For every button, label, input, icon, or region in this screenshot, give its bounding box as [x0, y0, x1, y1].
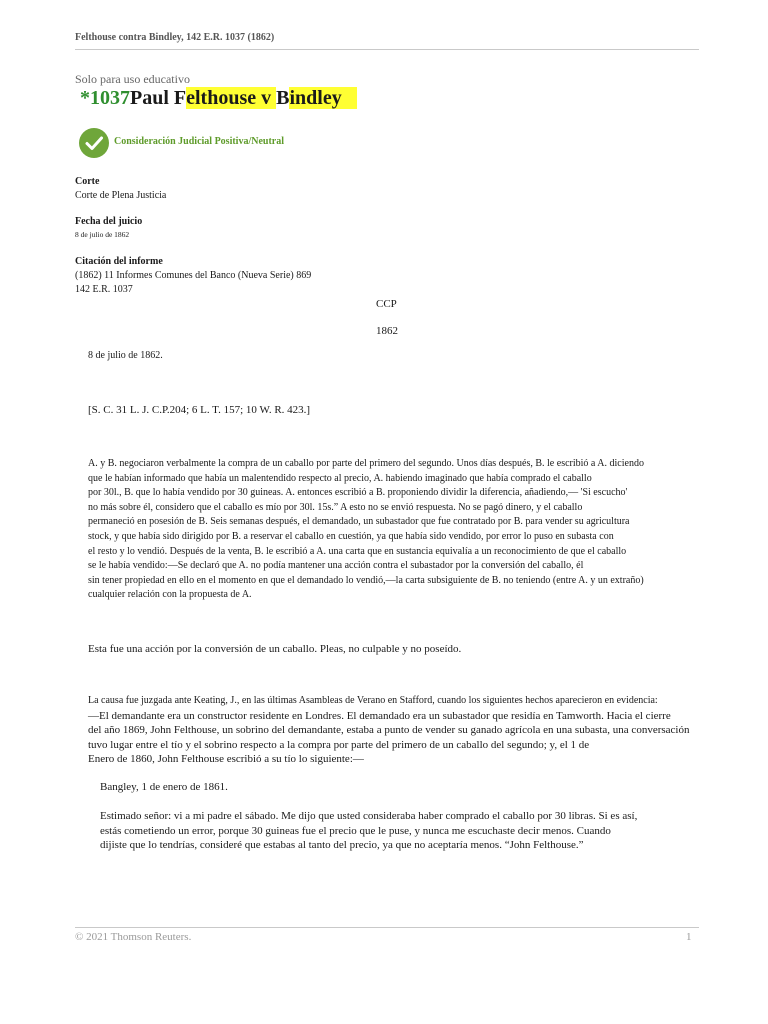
text-line: permaneció en posesión de B. Seis semanas después, el demandado, un subastador que fue contratado por B. para vender su agricultura [88, 516, 630, 528]
text-line: tuvo lugar entre el tío y el sobrino respecto a la compra por parte del primero de un caballo del segundo; y, el 1 de [88, 738, 590, 751]
text-line: no más sobre él, considero que el caballo es mío por 30l. 15s.” A esto no se envió respuesta. No se pagó dinero, y el caballo [88, 501, 583, 513]
citation-value-er: 142 E.R. 1037 [75, 284, 133, 295]
court-value: Corte de Plena Justicia [75, 190, 167, 201]
text-line: —El demandante era un constructor residente en Londres. El demandado era un subastador que residía en Tamworth. Hacia el cierre [88, 709, 671, 722]
text-line: Estimado señor: vi a mi padre el sábado. Me dijo que usted consideraba haber comprado el caballo por 30 libras. Si es así, [100, 810, 638, 822]
case-title [80, 86, 357, 110]
headnote [88, 457, 644, 603]
letter-heading: Bangley, 1 de enero de 1861. [100, 781, 228, 793]
text-line: stock, y que había sido dirigido por B. a reservar el caballo en cuestión, ya que había sido vendido, por error lo puso en subasta con [88, 530, 614, 542]
case-title-part: B [276, 87, 290, 109]
report-year: 1862 [376, 325, 398, 337]
case-title-highlight: elthouse v [186, 87, 277, 109]
citation-value: (1862) 11 Informes Comunes del Banco (Nueva Serie) 869 [75, 270, 312, 281]
letter-body [100, 809, 637, 853]
parallel-citations: [S. C. 31 L. J. C.P.204; 6 L. T. 157; 10 W. R. 423.] [88, 404, 311, 416]
court-label: Corte [75, 176, 100, 187]
judicial-consideration-label[interactable]: Consideración Judicial Positiva/Neutral [114, 136, 284, 147]
running-header: Felthouse contra Bindley, 142 E.R. 1037 (1862) [75, 32, 275, 43]
judgment-date: 8 de julio de 1862. [88, 350, 163, 361]
case-ref-number: *1037 [80, 87, 130, 109]
text-line: Enero de 1860, John Felthouse escribió a su tío lo siguiente:— [88, 753, 364, 766]
page-number: 1 [686, 931, 692, 943]
case-title-part: Paul F [130, 87, 187, 109]
text-line: La causa fue juzgada ante Keating, J., en las últimas Asambleas de Verano en Stafford, cuando los siguientes hechos aparecieron en evidencia: [88, 695, 658, 706]
text-line: cualquier relación con la propuesta de A. [88, 589, 252, 601]
educational-notice: Solo para uso educativo [75, 72, 190, 86]
date-value: 8 de julio de 1862 [75, 230, 130, 239]
date-label: Fecha del juicio [75, 216, 143, 227]
text-line: el resto y lo vendió. Después de la venta, B. le escribió a A. una carta que en sustancia equivalía a un reconocimiento de que el caballo [88, 545, 627, 557]
header-divider [75, 49, 699, 50]
text-line: sin tener propiedad en ello en el momento en que el demandado lo vendió,—la carta subsiguiente de B. no teniendo (entre A. y un extraño) [88, 574, 644, 586]
copyright-notice: © 2021 Thomson Reuters. [75, 931, 192, 943]
action-statement: Esta fue una acción por la conversión de un caballo. Pleas, no culpable y no poseído. [88, 643, 462, 655]
text-line: del año 1869, John Felthouse, un sobrino del demandante, estaba a punto de vender su ganado agrícola en una subasta, una conversación [88, 724, 690, 737]
trial-paragraph [88, 694, 689, 767]
text-line: estás cometiendo un error, porque 30 guineas fue el precio que le puse, y nunca me escuchaste decir menos. Cuando [100, 824, 611, 837]
court-abbreviation: CCP [376, 298, 397, 310]
text-line: dijiste que lo tendrías, consideré que estabas al tanto del precio, ya que no aceptaría menos. “John Felthouse.” [100, 839, 584, 852]
text-line: por 30l., B. que lo había vendido por 30 guineas. A. entonces escribió a B. proponiendo dividir la diferencia, añadiendo,— 'Si escucho' [88, 487, 628, 499]
text-line: se le había vendido:—Se declaró que A. no podía mantener una acción contra el subastador por la conversión del caballo, él [88, 560, 584, 572]
citation-label: Citación del informe [75, 256, 163, 267]
text-line: A. y B. negociaron verbalmente la compra de un caballo por parte del primero del segundo. Unos días después, B. le escribió a A. diciendo [88, 458, 644, 469]
text-line: que le habían informado que había un malentendido respecto al precio, A. habiendo imaginado que había comprado el caballo [88, 472, 592, 484]
footer-divider [75, 927, 699, 928]
green-check-icon [79, 128, 109, 158]
case-title-highlight: indley [289, 87, 356, 109]
